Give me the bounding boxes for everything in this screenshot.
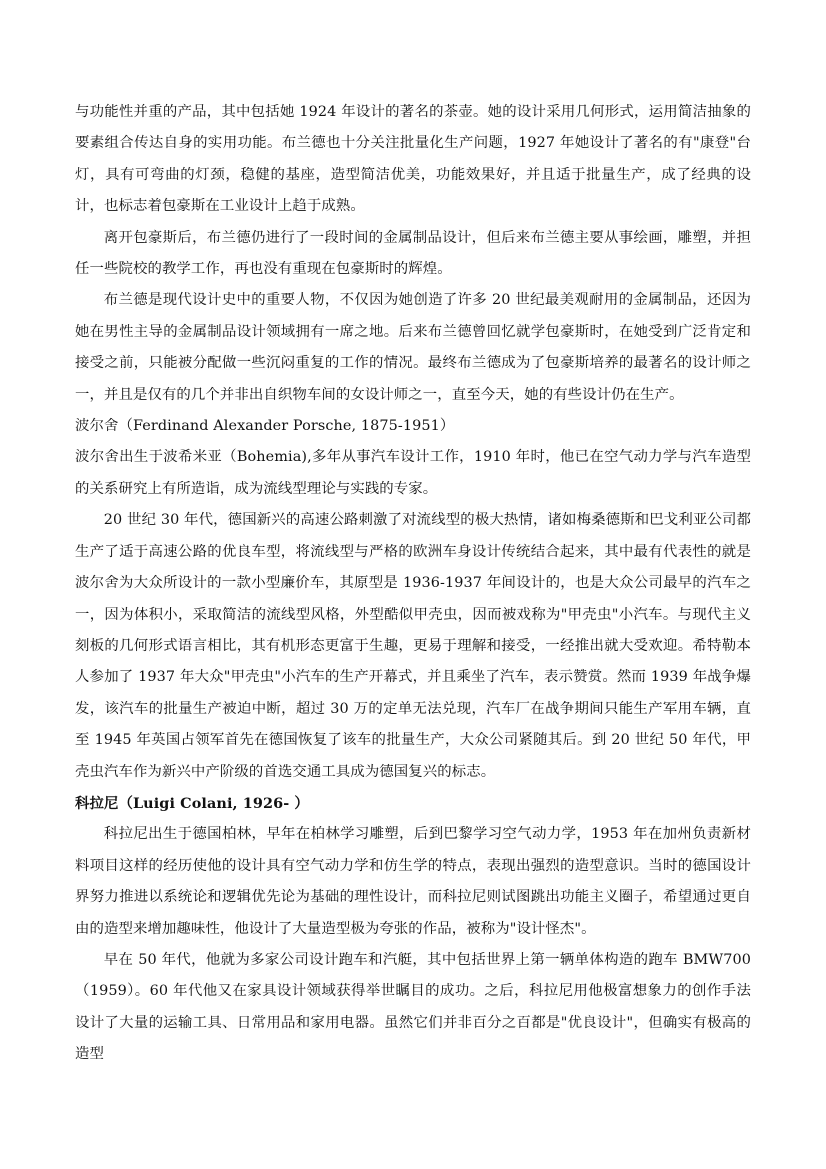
heading-porsche: 波尔舍（Ferdinand Alexander Porsche, 1875-1951）	[75, 418, 455, 435]
paragraph-colani-bio: 科拉尼出生于德国柏林，早年在柏林学习雕塑，后到巴黎学习空气动力学，1953 年在加州负责新材料项目这样的经历使他的设计具有空气动力学和仿生学的特点，表现出强烈的造型意识。当时的德国设计界努力推进以系统论和逻辑优先论为基础的理性设计，而科拉尼则试图跳出功能主义圈子，希望通过更自由的造型来增加趣味性，他设计了大量造型极为夸张的作品，被称为"设计怪杰"。	[75, 826, 751, 937]
paragraph-brandt-after-bauhaus: 离开包豪斯后，布兰德仍进行了一段时间的金属制品设计，但后来布兰德主要从事绘画，雕塑，并担任一些院校的教学工作，再也没有重现在包豪斯时的辉煌。	[75, 229, 751, 278]
paragraph-colani-works: 早在 50 年代，他就为多家公司设计跑车和汽艇，其中包括世界上第一辆单体构造的跑车 BMW700（1959）。60 年代他又在家具设计领域获得举世瞩目的成功。之后，科拉尼用他极富想象力的创作手法设计了大量的运输工具、日常用品和家用电器。虽然它们并非百分之百都是"优良设计"，但确实有极高的造型	[75, 951, 751, 1063]
heading-colani: 科拉尼（Luigi Colani, 1926- ）	[75, 794, 309, 812]
paragraph-porsche-beetle: 20 世纪 30 年代，德国新兴的高速公路刺激了对流线型的极大热情，诸如梅桑德斯和巴戈利亚公司都生产了适于高速公路的优良车型，将流线型与严格的欧洲车身设计传统结合起来，其中最有代表性的就是波尔舍为大众所设计的一款小型廉价车，其原型是 1936-1937 年间设计的，也是大众公司最早的汽车之一，因为体积小，采取简洁的流线型风格，外型酷似甲壳虫，因而被戏称为"甲壳虫"小汽车。与现代主义刻板的几何形式语言相比，其有机形态更富于生趣，更易于理解和接受，一经推出就大受欢迎。希特勒本人参加了 1937 年大众"甲壳虫"小汽车的生产开幕式，并且乘坐了汽车，表示赞赏。然而 1939 年战争爆发，该汽车的批量生产被迫中断，超过 30 万的定单无法兑现，汽车厂在战争期间只能生产军用车辆，直至 1945 年英国占领军首先在德国恢复了该车的批量生产，大众公司紧随其后。到 20 世纪 50 年代，甲壳虫汽车作为新兴中产阶级的首选交通工具成为德国复兴的标志。	[75, 512, 751, 780]
paragraph-porsche-bio: 波尔舍出生于波希米亚（Bohemia),多年从事汽车设计工作，1910 年时，他已在空气动力学与汽车造型的关系研究上有所造诣，成为流线型理论与实践的专家。	[75, 449, 751, 497]
paragraph-brandt-design: 与功能性并重的产品，其中包括她 1924 年设计的著名的茶壶。她的设计采用几何形式，运用简洁抽象的要素组合传达自身的实用功能。布兰德也十分关注批量化生产问题，1927 年她设计了著名的有"康登"台灯，具有可弯曲的灯颈，稳健的基座，造型简洁优美，功能效果好，并且适于批量生产，成了经典的设计，也标志着包豪斯在工业设计上趋于成熟。	[75, 104, 751, 215]
document-body	[75, 97, 751, 1071]
paragraph-brandt-importance: 布兰德是现代设计史中的重要人物，不仅因为她创造了许多 20 世纪最美观耐用的金属制品，还因为她在男性主导的金属制品设计领域拥有一席之地。后来布兰德曾回忆就学包豪斯时，在她受到广泛肯定和接受之前，只能被分配做一些沉闷重复的工作的情况。最终布兰德成为了包豪斯培养的最著名的设计师之一，并且是仅有的几个并非出自织物车间的女设计师之一，直至今天，她的有些设计仍在生产。	[75, 292, 751, 403]
